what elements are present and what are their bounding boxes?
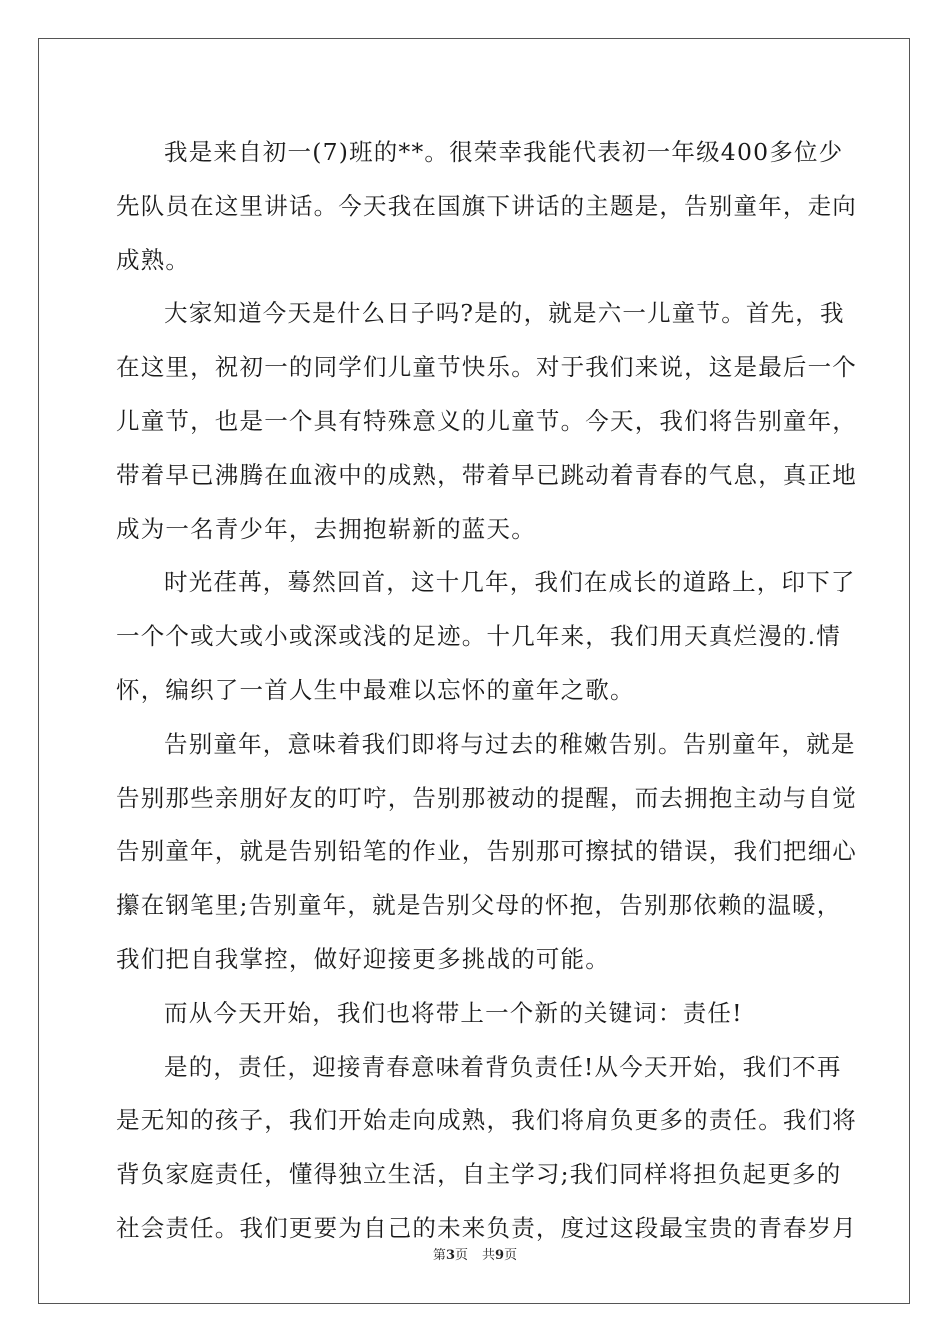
text-line: 儿童节，也是一个具有特殊意义的儿童节。今天，我们将告别童年， (116, 406, 857, 435)
text-line: 告别童年，意味着我们即将与过去的稚嫩告别。告别童年，就是 (164, 729, 856, 758)
text-line: 成熟。 (116, 245, 191, 274)
text-line: 社会责任。我们更要为自己的未来负责，度过这段最宝贵的青春岁月 (116, 1213, 857, 1242)
text-line: 一个个或大或小或深或浅的足迹。十几年来，我们用天真烂漫的.情 (116, 622, 841, 651)
text-line: 是的，责任，迎接青春意味着背负责任!从今天开始，我们不再 (164, 1052, 842, 1081)
document-body (116, 126, 857, 1256)
text-line: 在这里，祝初一的同学们儿童节快乐。对于我们来说，这是最后一个 (116, 353, 857, 382)
text-line: 告别那些亲朋好友的叮咛，告别那被动的提醒，而去拥抱主动与自觉 (116, 783, 857, 812)
total-pages: 9 (495, 1248, 505, 1263)
text-line: 大家知道今天是什么日子吗?是的，就是六一儿童节。首先，我 (164, 299, 845, 328)
text-line: 攥在钢笔里;告别童年，就是告别父母的怀抱，告别那依赖的温暖， (116, 891, 842, 920)
text-line: 带着早已沸腾在血液中的成熟，带着早已跳动着青春的气息，真正地 (116, 460, 857, 489)
total-label-suffix: 页 (504, 1248, 518, 1263)
text-line: 我们把自我掌控，做好迎接更多挑战的可能。 (116, 944, 610, 973)
page-footer (0, 1246, 950, 1266)
text-line: 先队员在这里讲话。今天我在国旗下讲话的主题是，告别童年，走向 (116, 191, 857, 220)
text-line: 怀，编织了一首人生中最难以忘怀的童年之歌。 (116, 675, 635, 704)
text-line: 是无知的孩子，我们开始走向成熟，我们将肩负更多的责任。我们将 (116, 1106, 857, 1135)
text-line: 我是来自初一(7)班的**。很荣幸我能代表初一年级400多位少 (164, 138, 844, 166)
text-line: 而从今天开始，我们也将带上一个新的关键词：责任! (164, 998, 743, 1027)
page-label-suffix: 页 (454, 1248, 468, 1263)
total-label-prefix: 共 (482, 1248, 496, 1263)
text-line: 背负家庭责任，懂得独立生活，自主学习;我们同样将担负起更多的 (116, 1160, 842, 1189)
page-number: 3 (445, 1248, 455, 1263)
text-line: 告别童年，就是告别铅笔的作业，告别那可擦拭的错误，我们把细心 (116, 837, 857, 866)
page-label-prefix: 第 (432, 1248, 446, 1263)
text-line: 时光荏苒，蓦然回首，这十几年，我们在成长的道路上，印下了 (164, 568, 856, 597)
text-line: 成为一名青少年，去拥抱崭新的蓝天。 (116, 514, 536, 543)
